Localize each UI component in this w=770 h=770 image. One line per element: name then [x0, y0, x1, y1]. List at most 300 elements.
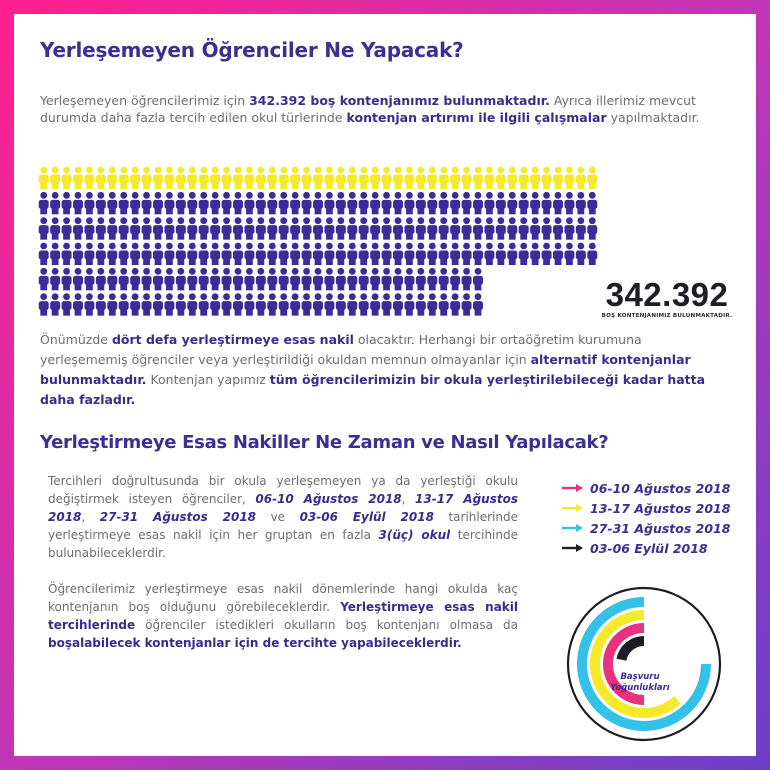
person-legs	[452, 309, 459, 316]
person-legs	[97, 258, 104, 265]
person-legs	[417, 182, 424, 189]
person-legs	[40, 182, 47, 189]
person-icon	[84, 243, 94, 265]
person-icon	[96, 192, 106, 214]
person-head	[417, 192, 424, 199]
person-icon	[96, 293, 106, 315]
person-icon	[50, 243, 60, 265]
person-legs	[577, 207, 584, 214]
person-legs	[497, 182, 504, 189]
person-legs	[303, 309, 310, 316]
person-legs	[372, 309, 379, 316]
person-head	[337, 192, 344, 199]
person-head	[75, 217, 82, 224]
person-legs	[406, 258, 413, 265]
person-legs	[155, 233, 162, 240]
person-head	[406, 217, 413, 224]
person-legs	[509, 207, 516, 214]
person-legs	[566, 182, 573, 189]
person-legs	[257, 233, 264, 240]
person-legs	[86, 283, 93, 290]
person-icon	[130, 167, 140, 189]
person-head	[440, 217, 447, 224]
person-head	[463, 192, 470, 199]
person-icon	[370, 293, 380, 315]
person-head	[543, 243, 550, 250]
person-legs	[383, 182, 390, 189]
person-head	[337, 268, 344, 275]
arrow-head	[576, 544, 583, 552]
person-legs	[429, 283, 436, 290]
person-icon	[164, 268, 174, 290]
person-head	[326, 192, 333, 199]
person-legs	[52, 283, 59, 290]
person-legs	[257, 182, 264, 189]
person-legs	[555, 182, 562, 189]
person-icon	[484, 167, 494, 189]
person-icon	[142, 217, 152, 239]
person-head	[326, 268, 333, 275]
person-head	[589, 217, 596, 224]
person-icon	[62, 293, 72, 315]
person-head	[63, 217, 70, 224]
person-legs	[577, 182, 584, 189]
person-head	[97, 217, 104, 224]
person-icon	[244, 192, 254, 214]
person-icon	[382, 167, 392, 189]
person-legs	[155, 207, 162, 214]
person-icon	[119, 167, 129, 189]
person-legs	[52, 182, 59, 189]
person-head	[337, 293, 344, 300]
person-head	[86, 192, 93, 199]
person-legs	[235, 233, 242, 240]
person-icon	[382, 192, 392, 214]
person-icon	[176, 192, 186, 214]
person-icon	[222, 243, 232, 265]
person-legs	[475, 258, 482, 265]
person-icon	[50, 293, 60, 315]
person-legs	[486, 258, 493, 265]
person-head	[360, 293, 367, 300]
person-head	[497, 243, 504, 250]
person-head	[395, 217, 402, 224]
person-head	[132, 243, 139, 250]
person-legs	[452, 233, 459, 240]
person-icon	[587, 192, 597, 214]
person-legs	[589, 182, 596, 189]
person-icon	[336, 167, 346, 189]
person-legs	[589, 233, 596, 240]
person-head	[555, 217, 562, 224]
person-head	[486, 243, 493, 250]
person-head	[166, 167, 173, 174]
person-head	[337, 217, 344, 224]
person-head	[292, 268, 299, 275]
person-legs	[589, 207, 596, 214]
person-head	[120, 268, 127, 275]
person-legs	[372, 258, 379, 265]
person-legs	[177, 207, 184, 214]
person-legs	[337, 309, 344, 316]
person-head	[486, 217, 493, 224]
person-legs	[555, 258, 562, 265]
person-head	[417, 217, 424, 224]
application-density-donut	[566, 586, 722, 742]
person-icon	[313, 217, 323, 239]
person-icon	[62, 167, 72, 189]
person-icon	[553, 167, 563, 189]
person-icon	[382, 293, 392, 315]
person-head	[120, 217, 127, 224]
person-head	[383, 268, 390, 275]
person-icon	[73, 192, 83, 214]
person-head	[189, 243, 196, 250]
person-icon	[119, 192, 129, 214]
person-legs	[372, 182, 379, 189]
person-legs	[200, 309, 207, 316]
schedule-paragraph-1	[48, 472, 518, 562]
person-head	[360, 192, 367, 199]
person-head	[86, 243, 93, 250]
person-head	[246, 243, 253, 250]
person-icon	[542, 192, 552, 214]
person-head	[246, 167, 253, 174]
person-head	[143, 293, 150, 300]
person-head	[463, 243, 470, 250]
person-legs	[326, 283, 333, 290]
person-icon	[542, 217, 552, 239]
person-head	[349, 192, 356, 199]
person-icon	[450, 293, 460, 315]
person-icon	[507, 167, 517, 189]
person-legs	[177, 182, 184, 189]
person-head	[566, 243, 573, 250]
person-icon	[439, 293, 449, 315]
person-legs	[303, 182, 310, 189]
person-icon	[507, 243, 517, 265]
person-icon	[176, 217, 186, 239]
arrow-right-icon	[556, 522, 586, 534]
person-head	[463, 217, 470, 224]
person-legs	[109, 207, 116, 214]
person-legs	[75, 309, 82, 316]
person-head	[143, 268, 150, 275]
person-head	[577, 192, 584, 199]
person-head	[177, 293, 184, 300]
person-legs	[543, 207, 550, 214]
person-icon	[62, 217, 72, 239]
person-legs	[63, 309, 70, 316]
person-head	[120, 167, 127, 174]
person-head	[120, 293, 127, 300]
person-legs	[475, 309, 482, 316]
person-head	[257, 217, 264, 224]
person-legs	[86, 258, 93, 265]
person-head	[235, 217, 242, 224]
person-legs	[155, 283, 162, 290]
person-icon	[553, 217, 563, 239]
person-legs	[315, 309, 322, 316]
person-icon	[542, 167, 552, 189]
person-head	[555, 192, 562, 199]
intro-bold-1: 342.392 boş kontenjanımız bulunmaktadır.	[249, 93, 550, 108]
person-head	[452, 268, 459, 275]
person-legs	[337, 182, 344, 189]
person-icon	[153, 167, 163, 189]
person-head	[189, 192, 196, 199]
person-head	[189, 167, 196, 174]
person-head	[257, 243, 264, 250]
person-icon	[119, 293, 129, 315]
person-icon	[164, 167, 174, 189]
person-head	[166, 217, 173, 224]
person-legs	[337, 233, 344, 240]
person-legs	[417, 283, 424, 290]
person-legs	[86, 233, 93, 240]
person-icon	[39, 192, 49, 214]
person-legs	[223, 207, 230, 214]
person-icon	[290, 243, 300, 265]
person-legs	[326, 182, 333, 189]
person-legs	[189, 207, 196, 214]
person-head	[177, 192, 184, 199]
person-icon	[153, 268, 163, 290]
person-head	[40, 293, 47, 300]
person-legs	[497, 207, 504, 214]
person-head	[269, 268, 276, 275]
person-icon	[587, 243, 597, 265]
person-icon	[187, 268, 197, 290]
person-head	[269, 192, 276, 199]
person-legs	[395, 207, 402, 214]
person-legs	[520, 207, 527, 214]
person-icon	[416, 293, 426, 315]
s2b-bold-1: Yerleştirmeye esas nakil tercihlerinde	[48, 600, 518, 632]
person-icon	[302, 293, 312, 315]
person-icon	[210, 268, 220, 290]
person-icon	[393, 167, 403, 189]
person-head	[566, 167, 573, 174]
person-head	[40, 192, 47, 199]
transfer-paragraph	[40, 330, 720, 410]
person-head	[177, 167, 184, 174]
person-head	[63, 293, 70, 300]
person-head	[155, 167, 162, 174]
person-head	[303, 293, 310, 300]
person-icon	[324, 243, 334, 265]
person-head	[52, 243, 59, 250]
person-legs	[246, 233, 253, 240]
person-head	[555, 167, 562, 174]
person-legs	[75, 182, 82, 189]
person-icon	[439, 268, 449, 290]
person-legs	[326, 207, 333, 214]
legend-item	[556, 538, 756, 558]
person-head	[143, 167, 150, 174]
person-head	[532, 243, 539, 250]
person-head	[303, 167, 310, 174]
person-icon	[530, 217, 540, 239]
person-icon	[142, 167, 152, 189]
person-legs	[40, 309, 47, 316]
person-legs	[326, 233, 333, 240]
person-icon	[279, 268, 289, 290]
person-icon	[107, 192, 117, 214]
person-icon	[473, 192, 483, 214]
person-legs	[52, 233, 59, 240]
person-icon	[347, 243, 357, 265]
person-legs	[383, 233, 390, 240]
person-legs	[257, 309, 264, 316]
person-head	[532, 192, 539, 199]
person-head	[269, 217, 276, 224]
person-head	[303, 192, 310, 199]
s2b-bold-2: boşalabilecek kontenjanlar için de tercihte yapabileceklerdir.	[48, 636, 462, 650]
person-legs	[349, 182, 356, 189]
person-head	[223, 217, 230, 224]
person-head	[166, 268, 173, 275]
legend-label-1: 06-10 Ağustos 2018	[590, 480, 731, 496]
person-legs	[577, 233, 584, 240]
person-legs	[223, 309, 230, 316]
person-head	[440, 192, 447, 199]
person-head	[257, 293, 264, 300]
intro-text-1: Yerleşemeyen öğrencilerimiz için	[40, 93, 250, 108]
person-head	[452, 167, 459, 174]
person-legs	[212, 309, 219, 316]
person-icon	[187, 293, 197, 315]
person-legs	[566, 233, 573, 240]
person-icon	[359, 268, 369, 290]
person-icon	[393, 268, 403, 290]
person-head	[303, 268, 310, 275]
person-head	[589, 243, 596, 250]
intro-text-2: Ayrıca illerimiz mevcut durumda daha fazla tercih edilen okul türlerinde	[40, 93, 696, 125]
person-head	[475, 167, 482, 174]
person-head	[372, 167, 379, 174]
person-legs	[269, 283, 276, 290]
person-legs	[360, 182, 367, 189]
person-icon	[73, 293, 83, 315]
person-legs	[395, 283, 402, 290]
person-legs	[120, 207, 127, 214]
person-legs	[132, 258, 139, 265]
person-head	[200, 217, 207, 224]
person-legs	[75, 283, 82, 290]
person-icon	[576, 167, 586, 189]
person-legs	[246, 182, 253, 189]
arrow-head	[576, 504, 583, 512]
person-icon	[439, 167, 449, 189]
person-icon	[256, 293, 266, 315]
person-icon	[164, 192, 174, 214]
para2-text-2: olacaktır. Herhangi bir ortaöğretim kurumuna yerleşememiş öğrenciler veya yerleştirildiği okuldan memnun olmayanlar için	[40, 332, 642, 367]
person-head	[223, 243, 230, 250]
person-head	[52, 293, 59, 300]
person-head	[246, 217, 253, 224]
person-icon	[210, 293, 220, 315]
person-head	[143, 243, 150, 250]
person-head	[235, 293, 242, 300]
person-icon	[473, 217, 483, 239]
person-icon	[187, 192, 197, 214]
person-icon	[427, 217, 437, 239]
person-head	[589, 167, 596, 174]
person-icon	[233, 192, 243, 214]
person-icon	[382, 217, 392, 239]
person-head	[497, 192, 504, 199]
person-icon	[564, 243, 574, 265]
person-legs	[463, 207, 470, 214]
person-head	[52, 192, 59, 199]
person-icon	[439, 217, 449, 239]
person-head	[360, 217, 367, 224]
person-legs	[509, 258, 516, 265]
person-legs	[315, 233, 322, 240]
person-legs	[292, 309, 299, 316]
person-head	[372, 243, 379, 250]
person-icon	[347, 192, 357, 214]
person-legs	[132, 233, 139, 240]
person-legs	[109, 258, 116, 265]
person-icon	[39, 293, 49, 315]
person-icon	[142, 268, 152, 290]
person-legs	[269, 207, 276, 214]
person-legs	[372, 233, 379, 240]
person-icon	[393, 293, 403, 315]
person-icon	[427, 167, 437, 189]
person-icon	[313, 268, 323, 290]
person-icon	[199, 192, 209, 214]
person-icon	[302, 192, 312, 214]
person-head	[292, 167, 299, 174]
person-head	[63, 243, 70, 250]
person-icon	[107, 268, 117, 290]
person-head	[52, 217, 59, 224]
person-icon	[439, 243, 449, 265]
person-icon	[462, 268, 472, 290]
person-icon	[507, 217, 517, 239]
person-legs	[143, 258, 150, 265]
person-legs	[143, 233, 150, 240]
person-icon	[107, 167, 117, 189]
person-icon	[427, 268, 437, 290]
person-icon	[176, 167, 186, 189]
intro-text-3: yapılmaktadır.	[606, 110, 700, 125]
legend-item	[556, 498, 756, 518]
person-legs	[200, 182, 207, 189]
person-icon	[176, 293, 186, 315]
person-icon	[233, 243, 243, 265]
person-legs	[280, 233, 287, 240]
person-legs	[212, 182, 219, 189]
person-icon	[176, 243, 186, 265]
person-head	[166, 293, 173, 300]
person-head	[406, 243, 413, 250]
person-icon	[210, 192, 220, 214]
person-head	[177, 243, 184, 250]
person-head	[280, 217, 287, 224]
s2b-text-1: Öğrencilerimiz yerleştirmeye esas nakil dönemlerinde hangi okulda kaç kontenjanın boş olduğunu görebileceklerdir.	[48, 582, 518, 614]
person-head	[52, 268, 59, 275]
person-icon	[519, 192, 529, 214]
intro-bold-2: kontenjan artırımı ile ilgili çalışmalar	[346, 110, 607, 125]
person-head	[383, 167, 390, 174]
person-legs	[292, 207, 299, 214]
person-icon	[267, 217, 277, 239]
person-legs	[360, 207, 367, 214]
